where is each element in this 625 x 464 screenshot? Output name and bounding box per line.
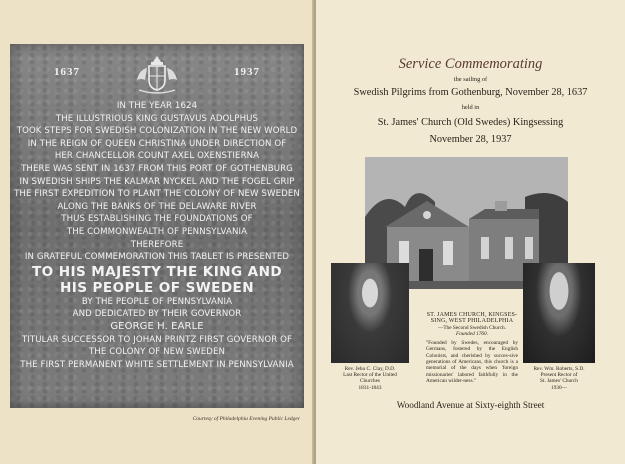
plaque-line: THE COLONY OF NEW SWEDEN bbox=[88, 347, 226, 358]
royal-crest-icon bbox=[125, 52, 189, 98]
plaque-line: IN SWEDISH SHIPS THE KALMAR NYCKEL AND THE FOGEL GRIP bbox=[19, 176, 295, 187]
church-address: Woodland Avenue at Sixty-eighth Street bbox=[396, 400, 545, 410]
plaque-line: IN THE YEAR 1624 bbox=[116, 101, 198, 111]
program-line-pilgrims: Swedish Pilgrims from Gothenburg, November 28, 1637 bbox=[353, 87, 588, 98]
program-title: Service Commemorating bbox=[398, 56, 543, 72]
description-heading: SING, WEST PHILADELPHIA bbox=[430, 318, 514, 325]
commemorative-plaque bbox=[10, 44, 304, 408]
program-line-sailing: the sailing of bbox=[453, 76, 488, 83]
plaque-year-right: 1937 bbox=[234, 66, 260, 78]
caption-line: Churches bbox=[359, 378, 380, 385]
caption-line: Rev. Jehu C. Clay, D.D. bbox=[344, 366, 396, 372]
plaque-line: ALONG THE BANKS OF THE DELAWARE RIVER bbox=[57, 201, 257, 212]
caption-line: Last Rector of the United bbox=[343, 372, 397, 379]
caption-line: 1930— bbox=[551, 384, 567, 391]
program-line-church: St. James' Church (Old Swedes) Kingsessing bbox=[377, 117, 564, 128]
description-heading: —The Second Swedish Church. bbox=[438, 324, 506, 331]
plaque-line: HER CHANCELLOR COUNT AXEL OXENSTIERNA bbox=[54, 151, 260, 162]
plaque-year-left: 1637 bbox=[54, 66, 80, 78]
plaque-line: BY THE PEOPLE OF PENNSYLVANIA bbox=[81, 296, 233, 307]
plaque-dedication: TO HIS MAJESTY THE KING AND bbox=[31, 263, 283, 280]
plaque-line: TOOK STEPS FOR SWEDISH COLONIZATION IN THE NEW WORLD bbox=[16, 126, 298, 137]
plaque-inscription bbox=[10, 100, 304, 371]
portrait-caption-left bbox=[328, 366, 412, 391]
plaque-line: IN GRATEFUL COMMEMORATION THIS TABLET IS PRESENTED bbox=[24, 252, 290, 263]
plaque-line: THEREFORE bbox=[130, 239, 184, 250]
caption-line: St. James' Church bbox=[540, 378, 578, 385]
plaque-line: THERE WAS SENT IN 1637 FROM THIS PORT OF GOTHENBURG bbox=[21, 163, 293, 174]
photo-credit: Courtesy of Philadelphia Evening Public Ledger bbox=[192, 416, 300, 422]
plaque-line: IN THE REIGN OF QUEEN CHRISTINA UNDER DIRECTION OF bbox=[27, 138, 287, 149]
caption-line: 1831-1843 bbox=[358, 384, 382, 391]
plaque-line: THE ILLUSTRIOUS KING GUSTAVUS ADOLPHUS bbox=[55, 113, 259, 124]
description-body: "Founded by Swedes, encouraged by Germans, fostered by the English Colonists, and cherished by succes-sive generations of Americans, this church is a memorial of the days when 'foreign missionaries' labored faithfully in the American wilder-ness." bbox=[426, 340, 518, 384]
plaque-line: GEORGE H. EARLE bbox=[110, 320, 204, 332]
plaque-line: AND DEDICATED BY THEIR GOVERNOR bbox=[72, 309, 242, 320]
plaque-line: THE FIRST EXPEDITION TO PLANT THE COLONY OF NEW SWEDEN bbox=[14, 189, 300, 200]
right-page bbox=[316, 0, 625, 464]
portrait-rev-clay bbox=[331, 263, 409, 363]
program-line-date: November 28, 1937 bbox=[429, 134, 512, 145]
plaque-line: THE COMMONWEALTH OF PENNSYLVANIA bbox=[66, 226, 248, 237]
portrait-caption-right bbox=[516, 366, 602, 391]
plaque-line: THE FIRST PERMANENT WHITE SETTLEMENT IN PENNSYLVANIA bbox=[20, 359, 294, 370]
portrait-rev-roberts bbox=[523, 263, 595, 363]
description-heading: Founded 1760. bbox=[455, 330, 489, 337]
plaque-dedication: HIS PEOPLE OF SWEDEN bbox=[60, 279, 254, 296]
caption-line: Present Rector of bbox=[540, 372, 578, 379]
church-description bbox=[426, 312, 518, 384]
caption-line: Rev. Wm. Roberts, S.D. bbox=[533, 366, 585, 372]
plaque-line: TITULAR SUCCESSOR TO JOHAN PRINTZ FIRST GOVERNOR OF bbox=[21, 334, 293, 345]
description-heading: ST. JAMES CHURCH, KINGSES- bbox=[426, 312, 518, 318]
plaque-line: THUS ESTABLISHING THE FOUNDATIONS OF bbox=[61, 214, 253, 225]
program-line-held: held in bbox=[461, 104, 480, 111]
